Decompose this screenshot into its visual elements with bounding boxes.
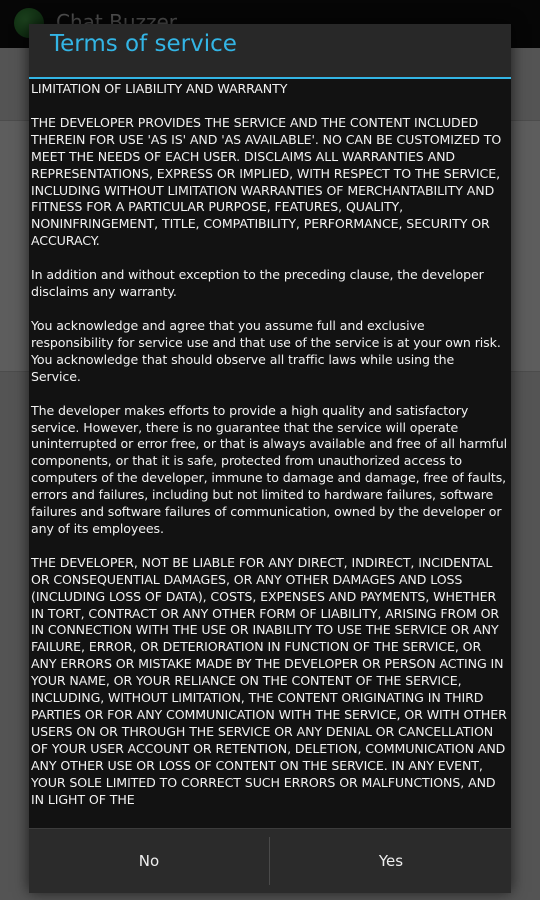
dialog-title: Terms of service: [50, 31, 237, 57]
no-button[interactable]: No: [138, 852, 160, 870]
dialog-button-bar: [29, 828, 511, 893]
terms-paragraph: In addition and without exception to the preceding clause, the developer disclaims any warranty.: [31, 267, 484, 300]
button-divider: [269, 837, 270, 885]
terms-paragraph: You acknowledge and agree that you assume full and exclusive responsibility for service use and that use of the service is at your own risk. You acknowledge that should observe all traffic laws while using the Service.: [31, 317, 501, 384]
terms-paragraph: THE DEVELOPER, NOT BE LIABLE FOR ANY DIRECT, INDIRECT, INCIDENTAL OR CONSEQUENTIAL DAMAGES, OR ANY OTHER DAMAGES AND LOSS (INCLUDING LOSS OF DATA), COSTS, EXPENSES AND PAYMENTS, WHETHER IN TORT, CONTRACT OR ANY OTHER FORM OF LIABILITY, ARISING FROM OR IN CONNECTION WITH THE USE OR INABILITY TO USE THE SERVICE OR ANY FAILURE, ERROR, OR DETERIORATION IN FUNCTION OF THE SERVICE, OR ANY ERRORS OR MISTAKE MADE BY THE DEVELOPER OR PERSON ACTING IN YOUR NAME, OR YOUR RELIANCE ON THE CONTENT OF THE SERVICE, INCLUDING, WITHOUT LIMITATION, THE CONTENT ORIGINATING IN THIRD PARTIES OR FOR ANY COMMUNICATION WITH THE SERVICE, OR WITH OTHER USERS ON OR THROUGH THE SERVICE OR ANY DENIAL OR CANCELLATION OF YOUR USER ACCOUNT OR RETENTION, DELETION, COMMUNICATION AND ANY OTHER USE OR LOSS OF CONTENT ON THE SERVICE. IN ANY EVENT, YOUR SOLE LIMITED TO CORRECT SUCH ERRORS OR MALFUNCTIONS, AND IN LIGHT OF THE: [31, 554, 507, 807]
terms-scroll-view[interactable]: [29, 79, 511, 828]
terms-heading: LIMITATION OF LIABILITY AND WARRANTY: [31, 81, 288, 96]
dialog-header: [29, 24, 511, 78]
terms-paragraph: THE DEVELOPER PROVIDES THE SERVICE AND THE CONTENT INCLUDED THEREIN FOR USE 'AS IS' AND 'AS AVAILABLE'. NO CAN BE CUSTOMIZED TO MEET THE NEEDS OF EACH USER. DISCLAIMS ALL WARRANTIES AND REPRESENTATIONS, EXPRESS OR IMPLIED, WITH RESPECT TO THE SERVICE, INCLUDING WITHOUT LIMITATION WARRANTIES OF MERCHANTABILITY AND FITNESS FOR A PARTICULAR PURPOSE, FEATURES, QUALITY, NONINFRINGEMENT, TITLE, COMPATIBILITY, PERFORMANCE, SECURITY OR ACCURACY.: [31, 114, 502, 249]
terms-text: [29, 79, 511, 808]
terms-paragraph: The developer makes efforts to provide a high quality and satisfactory service. However, there is no guarantee that the service will operate uninterrupted or error free, or that is always available and free of all harmful components, or that it is safe, protected from unauthorized access to computers of the developer, immune to damage and damage, free of faults, errors and failures, including but not limited to hardware failures, software failures and software failures of communication, owned by the developer or any of its employees.: [31, 402, 507, 536]
yes-button[interactable]: Yes: [378, 852, 404, 870]
terms-dialog: [29, 24, 511, 892]
